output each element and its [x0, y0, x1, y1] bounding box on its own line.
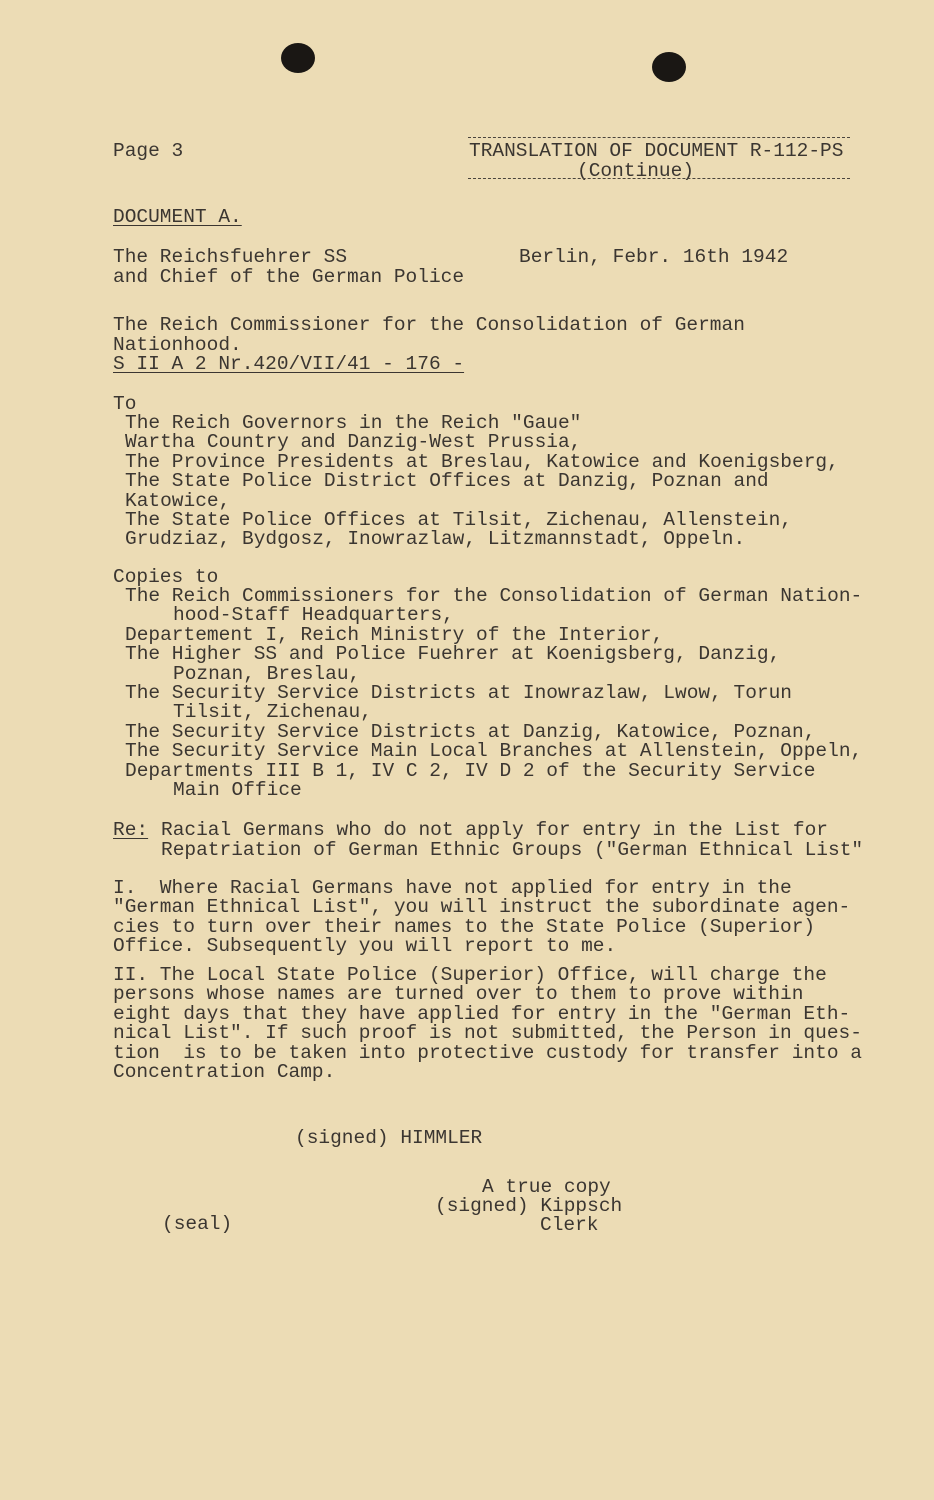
- sender-line: and Chief of the German Police: [113, 266, 465, 288]
- reference-number: S II A 2 Nr.420/VII/41 - 176 -: [113, 353, 465, 375]
- document-subtitle: (Continue): [577, 160, 695, 182]
- clerk-title: Clerk: [540, 1214, 599, 1236]
- paragraph-2: [113, 966, 862, 1082]
- paragraph-line: I. Where Racial Germans have not applied for entry in the: [113, 877, 792, 899]
- copy-line: Departments III B 1, IV C 2, IV D 2 of the Security Service: [125, 759, 816, 782]
- copies-list: [125, 587, 862, 800]
- signed-kippsch: (signed) Kippsch: [435, 1195, 623, 1217]
- page-number: Page 3: [113, 140, 184, 162]
- copy-line: Main Office: [173, 779, 302, 802]
- recipient-line: The State Police Offices at Tilsit, Zichenau, Allenstein,: [125, 509, 793, 532]
- copies-label: Copies to: [113, 566, 219, 588]
- paragraph-line: II. The Local State Police (Superior) Office, will charge the: [113, 964, 827, 986]
- copy-line: The Security Service Main Local Branches at Allenstein, Oppeln,: [125, 740, 863, 763]
- sender-line: The Reichsfuehrer SS: [113, 246, 348, 268]
- recipients-list: [125, 414, 839, 550]
- copy-line: Tilsit, Zichenau,: [173, 701, 372, 724]
- recipient-line: The Reich Governors in the Reich "Gaue": [125, 412, 582, 434]
- commissioner-line: Nationhood.: [113, 334, 242, 356]
- recipient-line: The Province Presidents at Breslau, Katowice and Koenigsberg,: [125, 450, 839, 473]
- punch-hole-right: [652, 52, 686, 82]
- paragraph-1: [113, 879, 850, 957]
- re-label: Re:: [113, 819, 149, 841]
- recipient-line: Grudziaz, Bydgosz, Inowrazlaw, Litzmannstadt, Oppeln.: [125, 528, 746, 551]
- document-label: DOCUMENT A.: [113, 206, 242, 228]
- commissioner-line: The Reich Commissioner for the Consolidation of German: [113, 314, 745, 336]
- date-line: Berlin, Febr. 16th 1942: [519, 246, 789, 268]
- paragraph-line: eight days that they have applied for entry in the "German Eth-: [113, 1002, 851, 1025]
- recipient-line: Wartha Country and Danzig-West Prussia,: [125, 431, 582, 454]
- header-rule-top: [468, 137, 850, 138]
- signature-himmler: (signed) HIMMLER: [295, 1127, 483, 1149]
- true-copy-line: A true copy: [482, 1176, 611, 1198]
- copy-line: The Security Service Districts at Danzig, Katowice, Poznan,: [125, 720, 816, 743]
- re-line: Repatriation of German Ethnic Groups ("German Ethnical List": [161, 839, 864, 861]
- paragraph-line: Office. Subsequently you will report to me.: [113, 935, 617, 958]
- copy-line: The Security Service Districts at Inowrazlaw, Lwow, Torun: [125, 682, 793, 705]
- copy-line: The Higher SS and Police Fuehrer at Koenigsberg, Danzig,: [125, 643, 781, 666]
- copy-line: Poznan, Breslau,: [173, 662, 361, 685]
- copy-line: The Reich Commissioners for the Consolidation of German Nation-: [125, 585, 863, 607]
- copy-line: Departement I, Reich Ministry of the Interior,: [125, 623, 664, 646]
- document-title: TRANSLATION OF DOCUMENT R-112-PS: [469, 140, 844, 162]
- paragraph-line: Concentration Camp.: [113, 1061, 336, 1084]
- paragraph-line: persons whose names are turned over to them to prove within: [113, 983, 804, 1006]
- paragraph-line: nical List". If such proof is not submitted, the Person in ques-: [113, 1022, 862, 1045]
- paragraph-line: tion is to be taken into protective custody for transfer into a: [113, 1041, 862, 1064]
- to-label: To: [113, 393, 137, 415]
- copy-line: hood-Staff Headquarters,: [173, 604, 454, 627]
- punch-hole-left: [281, 43, 315, 73]
- recipient-line: The State Police District Offices at Danzig, Poznan and: [125, 470, 769, 493]
- re-line: Racial Germans who do not apply for entry in the List for: [161, 819, 829, 841]
- seal-note: (seal): [162, 1213, 233, 1235]
- paragraph-line: "German Ethnical List", you will instruct the subordinate agen-: [113, 896, 851, 919]
- header-rule-bottom: [468, 178, 850, 179]
- recipient-line: Katowice,: [125, 489, 231, 512]
- paragraph-line: cies to turn over their names to the State Police (Superior): [113, 915, 816, 938]
